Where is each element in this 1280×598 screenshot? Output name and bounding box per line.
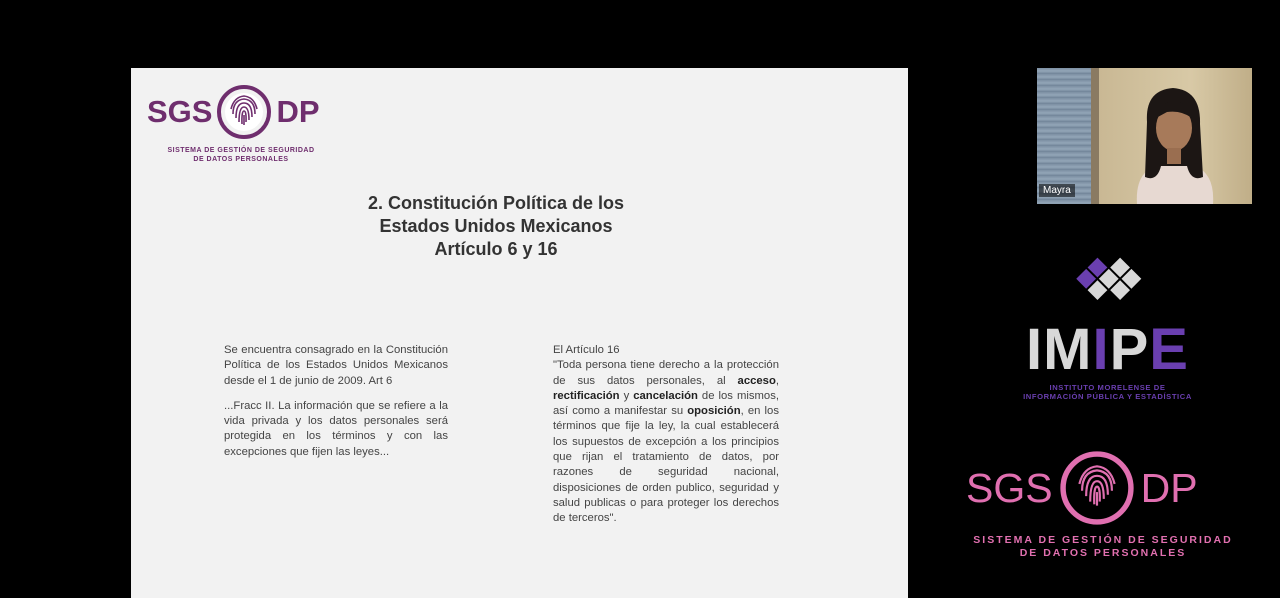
right-paragraph	[553, 358, 779, 526]
right-heading: El Artículo 16	[553, 344, 620, 356]
imipe-emblem-icon	[1060, 255, 1142, 321]
big-logo-subtitle	[958, 534, 1248, 560]
slide-title	[311, 192, 681, 261]
imipe-subtitle-line2: INFORMACIÓN PÚBLICA Y ESTADÍSTICA	[1023, 392, 1192, 401]
big-logo-left-word: SGS	[966, 464, 1053, 511]
imipe-wordmark	[1005, 318, 1210, 382]
shared-slide	[131, 68, 908, 598]
right-bold-cancelacion: cancelación	[633, 389, 698, 402]
left-paragraph-2: ...Fracc II. La información que se refiere a la vida privada y los datos personales será protegida en los términos y con las excepciones que fijen las leyes...	[224, 399, 448, 458]
right-bold-rectificacion: rectificación	[553, 389, 620, 402]
right-column	[553, 343, 779, 527]
imipe-letter-e: E	[1149, 317, 1189, 382]
imipe-subtitle	[1000, 383, 1215, 401]
left-paragraph-1: Se encuentra consagrado en la Constitución Política de los Estados Unidos Mexicanos desde el 1 de junio de 2009. Art 6	[224, 344, 448, 387]
sgsdp-logo	[147, 84, 320, 140]
logo-subtitle-line1: SISTEMA DE GESTIÓN DE SEGURIDAD	[167, 147, 315, 154]
big-logo-subtitle-line1: SISTEMA DE GESTIÓN DE SEGURIDAD	[973, 534, 1233, 546]
imipe-subtitle-line1: INSTITUTO MORELENSE DE	[1049, 383, 1166, 392]
sgsdp-logo-large	[966, 450, 1198, 526]
fingerprint-icon-large	[1059, 450, 1135, 526]
logo-subtitle-line2: DE DATOS PERSONALES	[193, 156, 289, 163]
slide-title-line1: 2. Constitución Política de los	[367, 193, 625, 213]
logo-left-word: SGS	[147, 94, 213, 129]
right-text-3: y	[619, 389, 634, 402]
left-column	[224, 343, 448, 470]
slide-title-line3: Artículo 6 y 16	[434, 239, 558, 259]
right-text-5: , en los términos que fije la ley, la cual establecerá los supuestos de excepción a los principios que rijan el tratamiento de datos, por razones de seguridad nacional, disposiciones de orden publico, seguridad y salud publicas o para proteger los derechos de terceros".	[553, 405, 779, 525]
slide-title-line2: Estados Unidos Mexicanos	[379, 216, 613, 236]
big-logo-subtitle-line2: DE DATOS PERSONALES	[1019, 547, 1187, 559]
participant-name: Mayra	[1039, 184, 1075, 197]
right-bold-acceso: acceso	[737, 374, 776, 387]
imipe-letters-1: IM	[1026, 317, 1093, 382]
right-text-1: "Toda persona tiene derecho a la protección de sus datos personales, al	[553, 359, 779, 387]
participant-video	[1107, 82, 1242, 204]
participant-video-tile[interactable]	[1037, 68, 1252, 204]
imipe-letter-p: P	[1109, 317, 1150, 382]
logo-subtitle	[143, 146, 339, 164]
window-frame	[1091, 68, 1099, 204]
right-text-2: ,	[775, 374, 779, 387]
right-text-4: de los mismos, así como a manifestar su	[553, 389, 779, 418]
big-logo-right-word: DP	[1140, 464, 1198, 511]
imipe-letter-i: I	[1092, 317, 1110, 382]
right-bold-oposicion: oposición	[687, 405, 741, 418]
logo-right-word: DP	[276, 94, 320, 129]
fingerprint-icon	[216, 84, 272, 140]
